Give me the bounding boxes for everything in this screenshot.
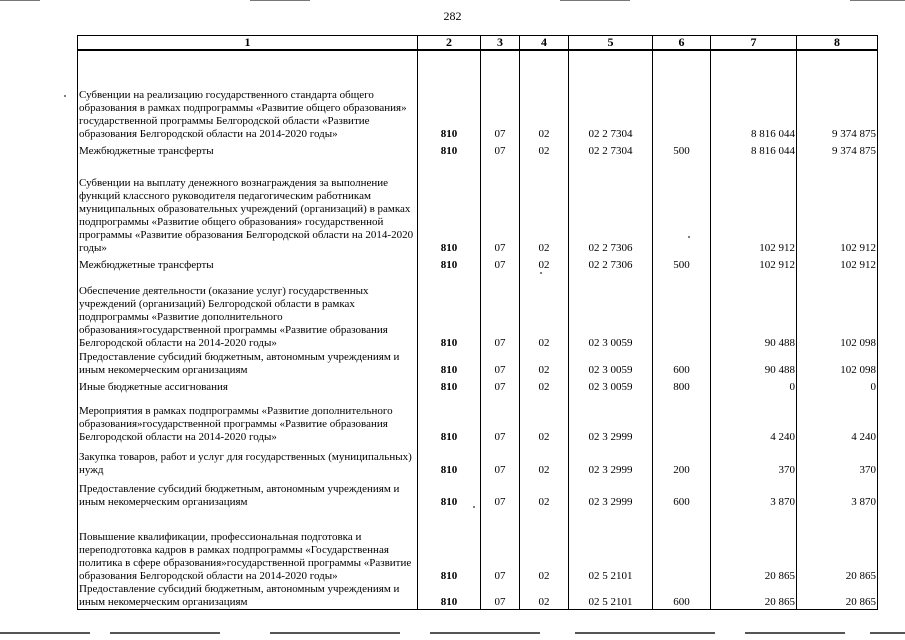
- row-description: Мероприятия в рамках подпрограммы «Развитие дополнительного образования»государственной программы «Развитие образования Белгородской области на 2014-2020 годы»: [78, 394, 418, 444]
- row-description: Субвенции на выплату денежного вознаграждения за выполнение функций классного руководителя педагогическим работникам муниципальных образовательных учреждений (организаций) в рамках подпрограммы «Развитие общего образования» государственной программы «Развитие образования Белгородской области на 2014-2020 годы»: [78, 158, 418, 255]
- section-code-cell: 07: [481, 583, 520, 610]
- ministry-code-cell: 810: [418, 50, 481, 141]
- section-code-cell: 07: [481, 509, 520, 583]
- column-header: 4: [520, 36, 569, 51]
- column-header: 7: [711, 36, 797, 51]
- expense-type-cell: [653, 394, 711, 444]
- target-article-cell: 02 3 0059: [569, 272, 653, 350]
- expense-type-cell: 600: [653, 477, 711, 509]
- amount-2016-cell: 9 374 875: [797, 50, 878, 141]
- amount-2016-cell: 102 912: [797, 255, 878, 272]
- table-row: [78, 377, 878, 394]
- subsection-code-cell: 02: [520, 50, 569, 141]
- amount-2015-cell: 20 865: [711, 509, 797, 583]
- row-description: Межбюджетные трансферты: [78, 255, 418, 272]
- amount-2016-cell: 3 870: [797, 477, 878, 509]
- amount-2016-cell: 370: [797, 444, 878, 477]
- amount-2015-cell: 0: [711, 377, 797, 394]
- section-code-cell: 07: [481, 255, 520, 272]
- target-article-cell: 02 3 0059: [569, 377, 653, 394]
- scan-speck: [64, 95, 66, 97]
- ministry-code-cell: 810: [418, 350, 481, 377]
- target-article-cell: 02 3 0059: [569, 350, 653, 377]
- column-header: 6: [653, 36, 711, 51]
- expense-type-cell: 200: [653, 444, 711, 477]
- amount-2015-cell: 3 870: [711, 477, 797, 509]
- expense-type-cell: 500: [653, 141, 711, 158]
- target-article-cell: 02 3 2999: [569, 477, 653, 509]
- section-code-cell: 07: [481, 50, 520, 141]
- table-row: [78, 477, 878, 509]
- amount-2016-cell: 20 865: [797, 583, 878, 610]
- subsection-code-cell: 02: [520, 477, 569, 509]
- table-row: [78, 350, 878, 377]
- amount-2015-cell: 20 865: [711, 583, 797, 610]
- table-row: [78, 141, 878, 158]
- budget-table: [77, 35, 878, 610]
- ministry-code-cell: 810: [418, 141, 481, 158]
- table-row: [78, 50, 878, 141]
- ministry-code-cell: 810: [418, 444, 481, 477]
- subsection-code-cell: 02: [520, 350, 569, 377]
- subsection-code-cell: 02: [520, 583, 569, 610]
- table-row: [78, 444, 878, 477]
- row-description: Предоставление субсидий бюджетным, автономным учреждениям и иным некомерческим организациям: [78, 583, 418, 610]
- table-row: [78, 255, 878, 272]
- subsection-code-cell: 02: [520, 509, 569, 583]
- section-code-cell: 07: [481, 477, 520, 509]
- amount-2016-cell: 102 912: [797, 158, 878, 255]
- section-code-cell: 07: [481, 394, 520, 444]
- scan-edge-line: [430, 632, 540, 634]
- ministry-code-cell: 810: [418, 272, 481, 350]
- amount-2015-cell: 102 912: [711, 255, 797, 272]
- amount-2015-cell: 4 240: [711, 394, 797, 444]
- amount-2015-cell: 90 488: [711, 272, 797, 350]
- section-code-cell: 07: [481, 272, 520, 350]
- amount-2015-cell: 8 816 044: [711, 50, 797, 141]
- section-code-cell: 07: [481, 350, 520, 377]
- column-header: 8: [797, 36, 878, 51]
- table-row: [78, 583, 878, 610]
- amount-2015-cell: 8 816 044: [711, 141, 797, 158]
- subsection-code-cell: 02: [520, 272, 569, 350]
- ministry-code-cell: 810: [418, 255, 481, 272]
- column-header: 3: [481, 36, 520, 51]
- scan-edge-line: [850, 0, 905, 1]
- ministry-code-cell: 810: [418, 377, 481, 394]
- amount-2016-cell: 9 374 875: [797, 141, 878, 158]
- row-description: Субвенции на реализацию государственного стандарта общего образования в рамках подпрограммы «Развитие общего образования» государственной программы Белгородской области «Развитие образования Белгородской области на 2014-2020 годы»: [78, 50, 418, 141]
- amount-2016-cell: 20 865: [797, 509, 878, 583]
- table-row: [78, 509, 878, 583]
- amount-2015-cell: 90 488: [711, 350, 797, 377]
- subsection-code-cell: 02: [520, 377, 569, 394]
- expense-type-cell: [653, 158, 711, 255]
- column-header: 2: [418, 36, 481, 51]
- scan-edge-line: [575, 632, 715, 634]
- scan-edge-line: [110, 632, 220, 634]
- target-article-cell: 02 2 7304: [569, 50, 653, 141]
- row-description: Предоставление субсидий бюджетным, автономным учреждениям и иным некомерческим организациям: [78, 477, 418, 509]
- section-code-cell: 07: [481, 141, 520, 158]
- table-row: [78, 272, 878, 350]
- subsection-code-cell: 02: [520, 158, 569, 255]
- row-description: Иные бюджетные ассигнования: [78, 377, 418, 394]
- ministry-code-cell: 810: [418, 394, 481, 444]
- target-article-cell: 02 3 2999: [569, 394, 653, 444]
- page-number: 282: [443, 9, 462, 23]
- subsection-code-cell: 02: [520, 394, 569, 444]
- column-header: 5: [569, 36, 653, 51]
- amount-2015-cell: 370: [711, 444, 797, 477]
- row-description: Межбюджетные трансферты: [78, 141, 418, 158]
- scan-edge-line: [270, 632, 400, 634]
- table-row: [78, 158, 878, 255]
- row-description: Предоставление субсидий бюджетным, автономным учреждениям и иным некомерческим организациям: [78, 350, 418, 377]
- target-article-cell: 02 3 2999: [569, 444, 653, 477]
- table-header-row: [78, 36, 878, 51]
- subsection-code-cell: 02: [520, 141, 569, 158]
- row-description: Обеспечение деятельности (оказание услуг) государственных учреждений (организаций) Белгородской области в рамках подпрограммы «Развитие дополнительного образования»государственной программы «Развитие образования Белгородской области на 2014-2020 годы»: [78, 272, 418, 350]
- ministry-code-cell: 810: [418, 509, 481, 583]
- amount-2016-cell: 0: [797, 377, 878, 394]
- expense-type-cell: [653, 50, 711, 141]
- amount-2016-cell: 4 240: [797, 394, 878, 444]
- scan-edge-line: [250, 0, 310, 1]
- target-article-cell: 02 2 7306: [569, 255, 653, 272]
- row-description: Повышение квалификации, профессиональная подготовка и переподготовка кадров в рамках подпрограммы «Государственная политика в сфере образования»государственной программы «Развитие образования Белгородской области на 2014-2020 годы»: [78, 509, 418, 583]
- expense-type-cell: [653, 272, 711, 350]
- expense-type-cell: 600: [653, 583, 711, 610]
- scan-edge-line: [560, 0, 630, 1]
- ministry-code-cell: 810: [418, 158, 481, 255]
- row-description: Закупка товаров, работ и услуг для государственных (муниципальных) нужд: [78, 444, 418, 477]
- subsection-code-cell: 02: [520, 255, 569, 272]
- expense-type-cell: 800: [653, 377, 711, 394]
- amount-2016-cell: 102 098: [797, 272, 878, 350]
- amount-2015-cell: 102 912: [711, 158, 797, 255]
- subsection-code-cell: 02: [520, 444, 569, 477]
- table-row: [78, 394, 878, 444]
- ministry-code-cell: 810: [418, 477, 481, 509]
- scan-edge-line: [745, 632, 845, 634]
- scan-edge-line: [0, 632, 90, 634]
- expense-type-cell: 500: [653, 255, 711, 272]
- expense-type-cell: 600: [653, 350, 711, 377]
- column-header: 1: [78, 36, 418, 51]
- amount-2016-cell: 102 098: [797, 350, 878, 377]
- target-article-cell: 02 2 7306: [569, 158, 653, 255]
- ministry-code-cell: 810: [418, 583, 481, 610]
- scan-edge-line: [870, 632, 905, 634]
- section-code-cell: 07: [481, 158, 520, 255]
- expense-type-cell: [653, 509, 711, 583]
- section-code-cell: 07: [481, 377, 520, 394]
- target-article-cell: 02 5 2101: [569, 509, 653, 583]
- scan-edge-line: [0, 0, 40, 1]
- target-article-cell: 02 2 7304: [569, 141, 653, 158]
- section-code-cell: 07: [481, 444, 520, 477]
- target-article-cell: 02 5 2101: [569, 583, 653, 610]
